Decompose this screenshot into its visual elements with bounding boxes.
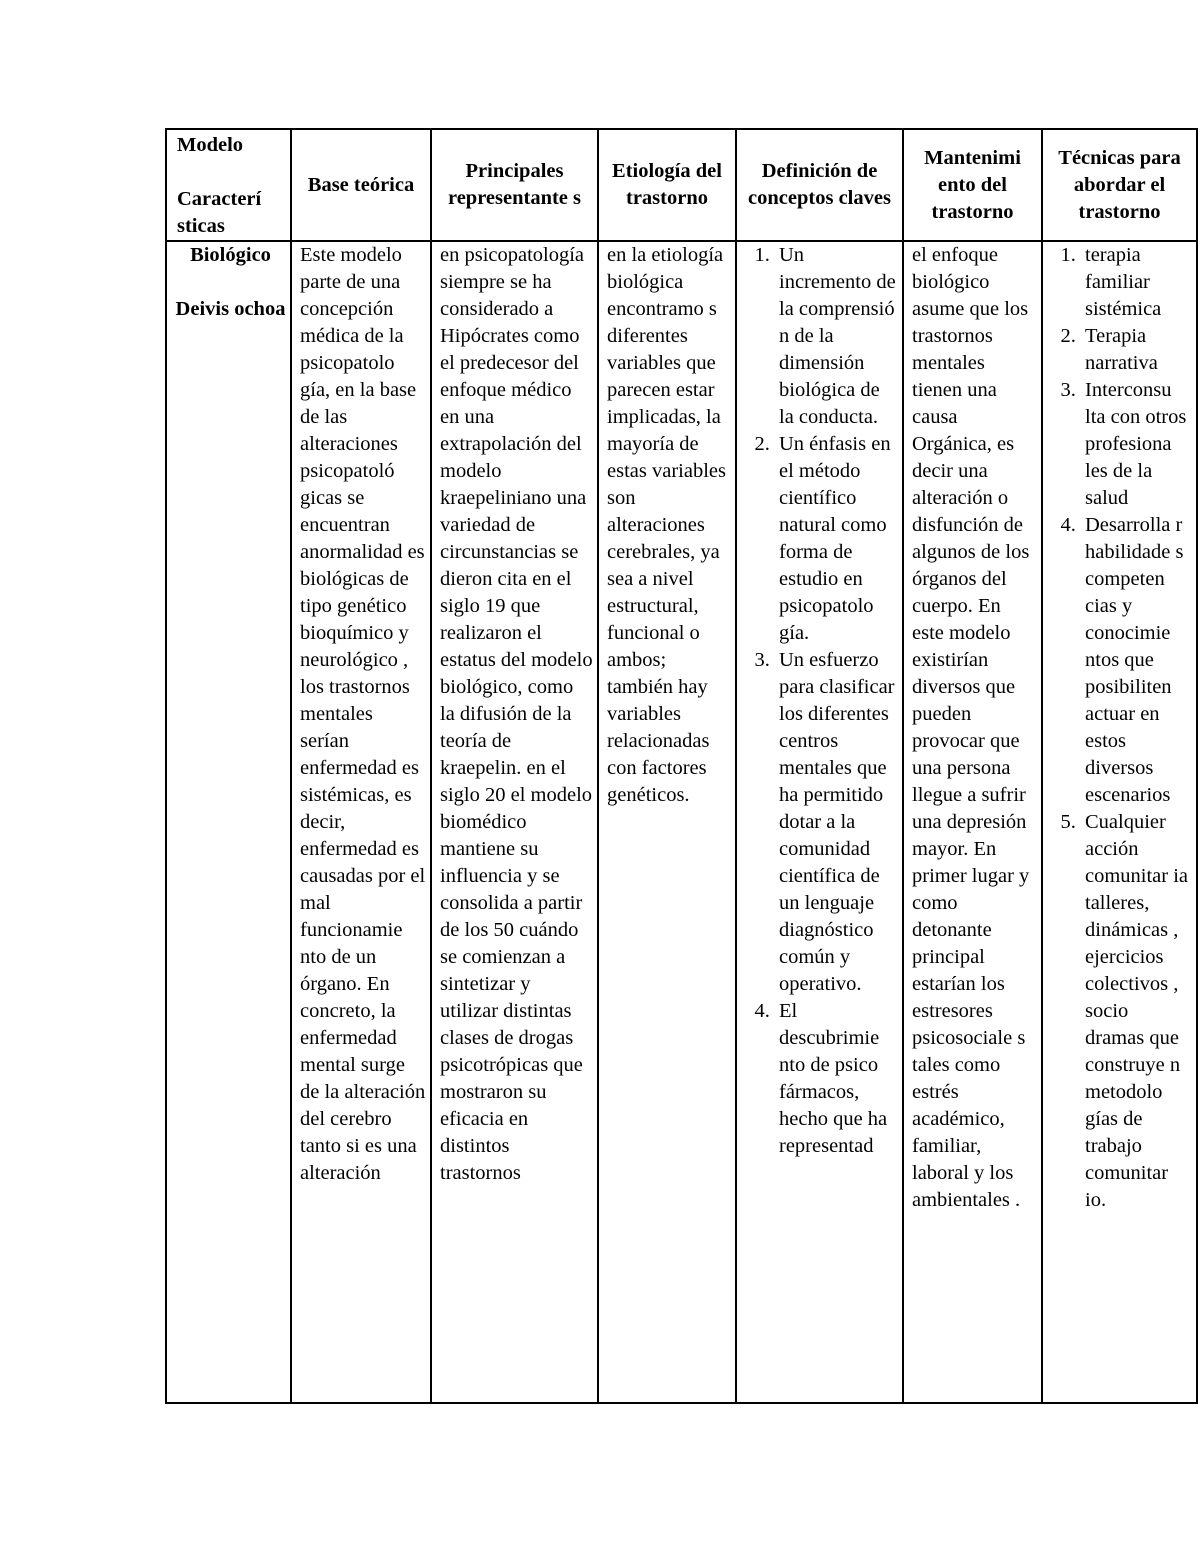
header-modelo-label: Modelo <box>177 134 244 156</box>
base-teorica-cell <box>291 241 431 1403</box>
list-item: 2. Terapia narrativa <box>1081 323 1192 377</box>
model-name: Biológico <box>190 244 271 266</box>
comparison-table <box>165 128 1198 1404</box>
header-etiologia: Etiología del trastorno <box>598 129 736 241</box>
header-modelo <box>166 129 291 241</box>
conceptos-cell <box>736 241 903 1403</box>
header-base-teorica: Base teórica <box>291 129 431 241</box>
representantes-cell <box>431 241 598 1403</box>
header-caracteristicas-label: Caracterí sticas <box>177 188 262 237</box>
etiologia-cell <box>598 241 736 1403</box>
table-row <box>166 241 1197 1403</box>
header-conceptos: Definición de conceptos claves <box>736 129 903 241</box>
conceptos-list <box>745 242 898 1160</box>
representantes-text: en psicopatología siempre se ha considerado a Hipócrates como el predecesor del enfoque médico en una extrapolación del modelo kraepeliniano una variedad de circunstancias se dieron cita en el siglo 19 que realizaron el estatus del modelo biológico, como la difusión de la teoría de kraepelin. en el siglo 20 el modelo biomédico mantiene su influencia y se consolida a partir de los 50 cuándo se comienzan a sintetizar y utilizar distintas clases de drogas psicotrópicas que mostraron su eficacia en distintos trastornos <box>440 244 593 1184</box>
list-item: 5. Cualquier acción comunitar ia talleres, dinámicas , ejercicios colectivos , socio dramas que construye n metodolo gías de trabajo comunitar io. <box>1081 809 1192 1214</box>
list-item: 3. Interconsu lta con otros profesiona les de la salud <box>1081 377 1192 512</box>
list-item: 1. terapia familiar sistémica <box>1081 242 1192 323</box>
header-tecnicas: Técnicas para abordar el trastorno <box>1042 129 1197 241</box>
etiologia-text: en la etiología biológica encontramo s diferentes variables que parecen estar implicadas, la mayoría de estas variables son alteraciones cerebrales, ya sea a nivel estructural, funcional o ambos; también hay variables relacionadas con factores genéticos. <box>607 244 726 806</box>
mantenimiento-text: el enfoque biológico asume que los trastornos mentales tienen una causa Orgánica, es decir una alteración o disfunción de algunos de los órganos del cuerpo. En este modelo existirían diversos que pueden provocar que una persona llegue a sufrir una depresión mayor. En primer lugar y como detonante principal estarían los estresores psicosociale s tales como estrés académico, familiar, laboral y los ambientales . <box>912 244 1030 1211</box>
mantenimiento-cell <box>903 241 1042 1403</box>
model-cell <box>166 241 291 1403</box>
list-item: 2. Un énfasis en el método científico natural como forma de estudio en psicopatolo gía. <box>775 431 898 647</box>
header-mantenimiento: Mantenimi ento del trastorno <box>903 129 1042 241</box>
tecnicas-cell <box>1042 241 1197 1403</box>
list-item: 4. Desarrolla r habilidade s competen cias y conocimie ntos que posibiliten actuar en estos diversos escenarios <box>1081 512 1192 809</box>
list-item: 3. Un esfuerzo para clasificar los diferentes centros mentales que ha permitido dotar a la comunidad científica de un lenguaje diagnóstico común y operativo. <box>775 647 898 998</box>
list-item: 4. El descubrimie nto de psico fármacos, hecho que ha representad <box>775 998 898 1160</box>
tecnicas-list <box>1051 242 1192 1214</box>
header-representantes: Principales representante s <box>431 129 598 241</box>
header-row <box>166 129 1197 241</box>
base-teorica-text: Este modelo parte de una concepción médica de la psicopatolo gía, en la base de las alteraciones psicopatoló gicas se encuentran anormalidad es biológicas de tipo genético bioquímico y neurológico , los trastornos mentales serían enfermedad es sistémicas, es decir, enfermedad es causadas por el mal funcionamie nto de un órgano. En concreto, la enfermedad mental surge de la alteración del cerebro tanto si es una alteración <box>300 244 426 1184</box>
model-author: Deivis ochoa <box>175 298 286 320</box>
list-item: 1. Un incremento de la comprensió n de la dimensión biológica de la conducta. <box>775 242 898 431</box>
